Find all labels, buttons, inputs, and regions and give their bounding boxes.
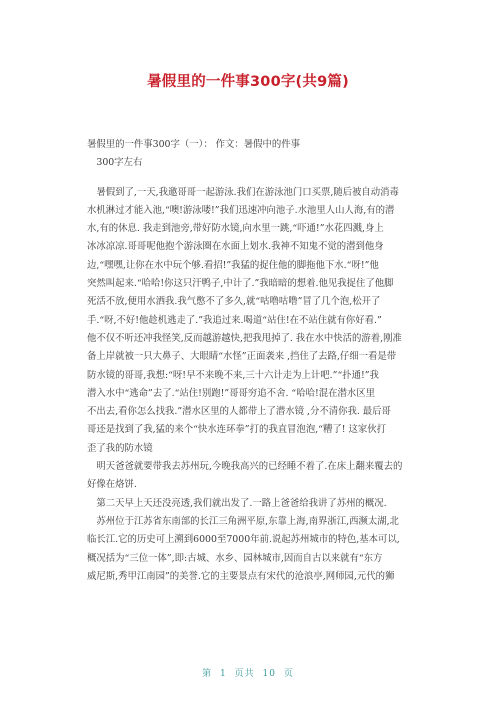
- footer-page-current: 1: [220, 669, 227, 679]
- page-footer: [0, 666, 496, 679]
- footer-page-mid: 页共: [234, 669, 255, 679]
- text-line: 突然叫起来.“哈哈!你这只汗鸭子,中计了.”我暗暗的想着.他见我捉住了他脚: [87, 278, 394, 290]
- text-line: 威尼斯,秀甲江南园”的美誉.它的主要景点有宋代的沧浪亭,网师园,元代的狮: [87, 570, 395, 582]
- text-line: 不出去,看你怎么找我.”潜水区里的人都带上了潜水镜 ,分不清你我. 最后哥: [87, 406, 391, 418]
- text-line: 明天爸爸就要带我去苏州玩,今晚我高兴的已经睡不着了.在床上翻来覆去的: [87, 461, 403, 473]
- text-line: 300字左右: [87, 157, 143, 169]
- text-line: 冰冰凉凉.哥哥呢他抱个游泳圈在水面上划水.我神不知鬼不觉的潜到他身: [87, 241, 384, 253]
- text-line: 苏州位于江苏省东南部的长江三角洲平原,东靠上海,南界浙江,西濒太湖,北: [87, 515, 399, 527]
- text-line: 好像在烙饼.: [87, 479, 137, 491]
- paragraph-gap: [87, 173, 411, 184]
- text-line: 死活不放,便用水洒我.我气憋不了多久,就“咕噜咕噜”冒了几个泡,松开了: [87, 296, 381, 308]
- document-body: [87, 136, 411, 586]
- text-line: 水,有的休息. 我走到池旁,带好防水镜,向水里一跳,“吓通!”水花四溅,身上: [87, 223, 384, 235]
- text-line: 临长江.它的历史可上溯到6000至7000年前.说起苏州城市的特色,基本可以,: [87, 534, 400, 546]
- footer-page-total: 10: [262, 669, 276, 679]
- text-line: 水机淋过才能入池,“噢!游泳喽!”我们迅速冲向池子.水池里人山人海,有的潜: [87, 204, 395, 216]
- text-line: 手.“呀,不好!他趁机逃走了.”我追过来.喝道“站住!在不站住就有你好看.”: [87, 314, 382, 326]
- text-line: 暑假到了,一天,我邀哥哥一起游泳.我们在游泳池门口买票,随后被自动消毒: [87, 186, 399, 198]
- text-line: 歪了我的防水镜: [87, 442, 153, 454]
- text-line: 哥还是找到了我,猛的来个“快水连环拳”打的我直冒泡泡,“糟了! 这家伙打: [87, 424, 386, 436]
- text-line: 潜入水中“逃命”去了.“站住!别跑!”哥哥穷追不舍. “哈哈!混在潜水区里: [87, 387, 375, 399]
- text-line: 备上岸就被一只大鼻子、大眼睛“水怪”正面袭来 ,挡住了去路,仔细一看是带: [87, 351, 397, 363]
- footer-page-end: 页: [283, 669, 294, 679]
- document-title: 暑假里的一件事300字(共9篇): [147, 74, 349, 90]
- footer-page-label: 第: [202, 669, 213, 679]
- text-line: 边,“嘿嘿,让你在水中玩个够.看招!”我猛的捉住他的脚拖他下水.“呀!”他: [87, 259, 379, 271]
- text-line: 概况括为“三位一体”,即:古城、水乡、园林城市,因而自古以来就有“东方: [87, 552, 383, 564]
- text-line: 他不仅不听还冲我怪笑,反而越游越快,把我甩掉了. 我在水中快活的游着,刚准: [87, 332, 402, 344]
- text-line: 防水镜的哥哥,我想:“呀!早不来晚不来,三十六计走为上计吧.”“扑通!”我: [87, 369, 379, 381]
- text-line: 第二天早上天还没亮透,我们就出发了.一路上爸爸给我讲了苏州的概况.: [87, 497, 387, 509]
- text-line: 暑假里的一件事300字（一）： 作文：暑假中的件事: [87, 139, 301, 150]
